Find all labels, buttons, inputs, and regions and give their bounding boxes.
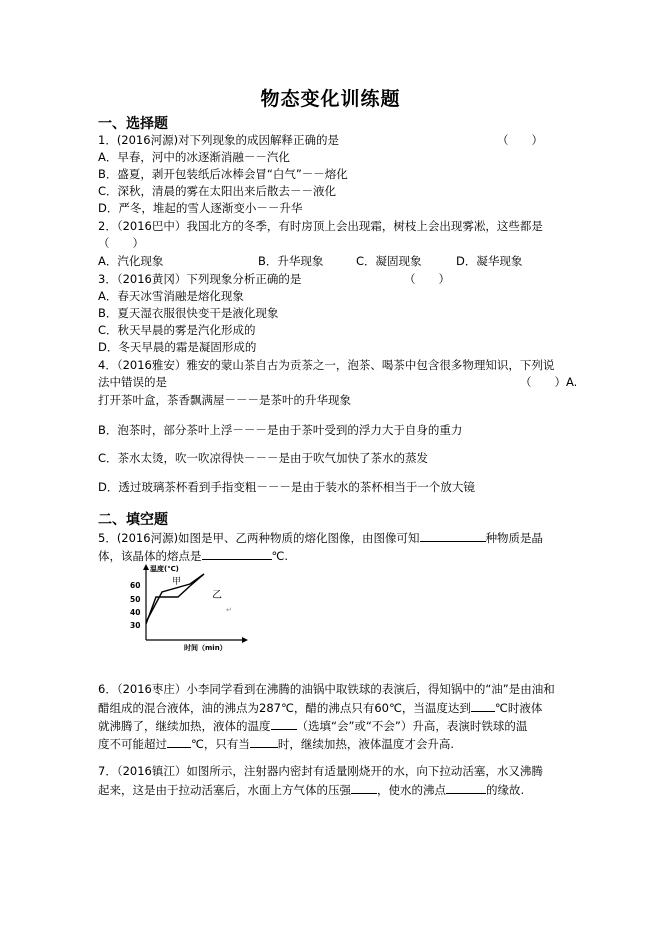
q6-blank-condition — [250, 736, 278, 748]
q3-option-d: D．冬天早晨的霜是凝固形成的 — [98, 340, 257, 354]
q6-line3 — [98, 718, 527, 733]
graph-x-label: 时间（min） — [184, 644, 227, 652]
section-heading-fill: 二、填空题 — [98, 512, 168, 528]
q5-line1 — [98, 530, 543, 545]
q1-answer-paren: （ ） — [497, 133, 543, 147]
q6-blank-max-temp — [167, 736, 191, 748]
graph-y-label: 温度(℃) — [150, 565, 179, 573]
q6-line4 — [98, 736, 454, 751]
q1-option-c: C．深秋，清晨的雾在太阳出来后散去－－液化 — [98, 184, 337, 198]
q2-stem: 2．（2016巴中）我国北方的冬季，有时房顶上会出现霜，树枝上会出现雾凇，这些都是 — [98, 219, 543, 233]
q3-option-b: B．夏天湿衣服很快变干是液化现象 — [98, 306, 279, 320]
q7-blank-pressure — [351, 782, 377, 794]
q6-line1: 6．（2016枣庄）小李同学看到在沸腾的油锅中取铁球的表演后，得知锅中的“油”是由油和 — [98, 682, 555, 696]
q3-stem: 3．（2016黄冈）下列现象分析正确的是 — [98, 272, 302, 286]
q5-line1-text-b: 种物质是晶 — [485, 531, 544, 545]
graph-y-arrow — [143, 564, 149, 570]
q7-line2-text-b: ，使水的沸点 — [377, 783, 446, 797]
graph-label-jia: 甲 — [172, 577, 182, 587]
q6-line2-text-b: ℃时液体 — [494, 701, 543, 715]
graph-ytick-50: 50 — [130, 595, 141, 604]
q2-answer-paren: （ ） — [98, 236, 144, 250]
q5-blank-melting-point — [202, 548, 272, 560]
q7-line2-text-c: 的缘故. — [486, 783, 525, 797]
q6-blank-rise — [271, 718, 297, 730]
q7-line2-text-a: 起来，这是由于拉动活塞后，水面上方气体的压强 — [98, 783, 351, 797]
graph-label-yi: 乙 — [212, 590, 222, 601]
graph-ytick-30: 30 — [130, 621, 141, 630]
section-heading-choice: 一、选择题 — [98, 116, 168, 132]
q5-line2 — [98, 548, 288, 563]
q2-option-b: B．升华现象 — [258, 254, 324, 268]
q5-blank-substance — [420, 530, 486, 542]
q7-line1: 7．（2016镇江）如图所示，注射器内密封有适量刚烧开的水，向下拉动活塞，水又沸腾 — [98, 764, 543, 778]
q1-option-d: D．严冬，堆起的雪人逐渐变小－－升华 — [98, 201, 303, 215]
q4-option-a-text: 打开茶叶盒，茶香飘满屋－－－是茶叶的升华现象 — [98, 393, 351, 407]
graph-ytick-60: 60 — [130, 581, 141, 590]
q2-option-c: C．凝固现象 — [356, 254, 422, 268]
q2-option-a: A．汽化现象 — [98, 254, 164, 268]
q6-line4-text-b: ℃，只有当 — [191, 737, 250, 751]
q5-line2-text-b: ℃. — [271, 549, 289, 563]
q5-line2-text-a: 体，该晶体的熔点是 — [98, 549, 202, 563]
q6-line2-text-a: 醋组成的混合液体，油的沸点为287℃，醋的沸点只有60℃，当温度达到 — [98, 701, 471, 715]
q6-line4-text-c: 时，继续加热，液体温度才会升高. — [277, 737, 455, 751]
q3-option-a: A．春天冰雪消融是熔化现象 — [98, 289, 244, 303]
q4-option-b: B．泡茶时，部分茶叶上浮－－－是由于茶叶受到的浮力大于自身的重力 — [98, 423, 463, 437]
q4-option-d: D．透过玻璃茶杯看到手指变粗－－－是由于装水的茶杯相当于一个放大镜 — [98, 480, 475, 494]
melting-graph — [120, 562, 250, 652]
graph-ytick-40: 40 — [130, 608, 141, 617]
q5-line1-text-a: 5．(2016河源)如图是甲、乙两种物质的熔化图像，由图像可知 — [98, 531, 420, 545]
q6-line3-text-b: （选填“会”或“不会”）升高，表演时铁球的温 — [296, 719, 528, 733]
q6-line3-text-a: 就沸腾了，继续加热，液体的温度 — [98, 719, 271, 733]
graph-x-arrow — [242, 637, 248, 643]
q2-option-d: D．凝华现象 — [456, 254, 523, 268]
q6-line4-text-a: 度不可能超过 — [98, 737, 167, 751]
q7-line2 — [98, 782, 524, 797]
q4-stem-line1: 4．（2016雅安）雅安的蒙山茶自古为贡茶之一，泡茶、喝茶中包含很多物理知识，下列说 — [98, 358, 555, 372]
q1-option-b: B．盛夏，剥开包装纸后冰棒会冒“白气”－－熔化 — [98, 167, 348, 181]
q4-stem-line2: 法中错误的是 — [98, 375, 167, 389]
q1-option-a: A．早春，河中的冰逐渐消融－－汽化 — [98, 150, 290, 164]
q4-answer-paren: （ ）A. — [520, 375, 578, 389]
q3-answer-paren: （ ） — [404, 272, 450, 286]
page-title: 物态变化训练题 — [260, 88, 401, 110]
q3-option-c: C．秋天早晨的雾是汽化形成的 — [98, 323, 256, 337]
q6-line2 — [98, 700, 542, 715]
q4-option-c: C．茶水太烫，吹一吹凉得快－－－是由于吹气加快了茶水的蒸发 — [98, 451, 429, 465]
q1-stem: 1．(2016河源)对下列现象的成因解释正确的是 — [98, 133, 340, 147]
q7-blank-boiling-point — [446, 782, 486, 794]
paragraph-mark: ↵ — [226, 606, 232, 614]
q6-blank-boil-temp — [471, 700, 495, 712]
